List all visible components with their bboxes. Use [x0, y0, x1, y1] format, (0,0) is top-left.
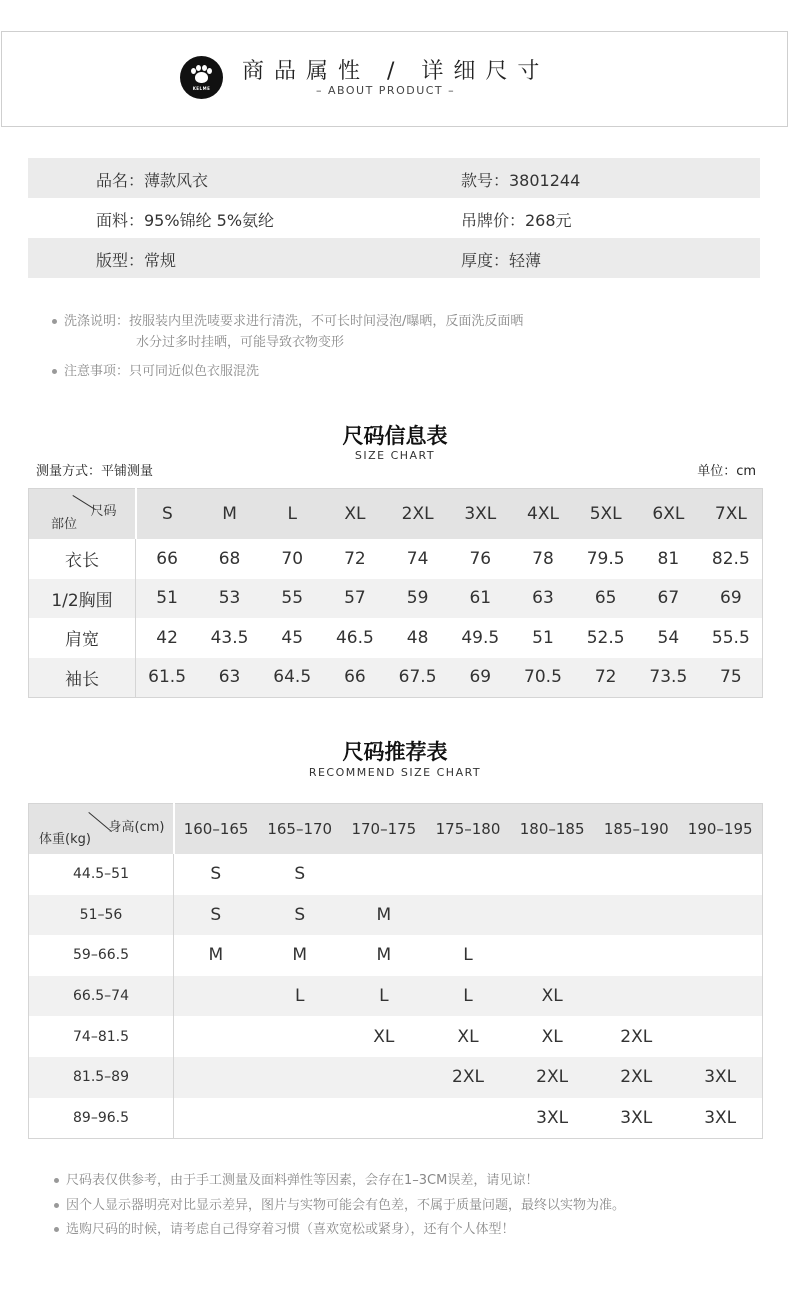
size-cell: 63	[532, 588, 554, 609]
recommend-size-table	[28, 803, 763, 1139]
table-row	[29, 854, 763, 895]
size-chart-title: 尺码信息表	[342, 424, 448, 448]
size-cell: 82.5	[711, 548, 750, 569]
size-column-header: 6XL	[652, 504, 685, 524]
recommended-size-cell	[174, 1016, 258, 1057]
recommended-size-cell: 2XL	[620, 1067, 653, 1088]
recommend-chart-subtitle: RECOMMEND SIZE CHART	[308, 766, 482, 779]
corner-label-part: 部位	[51, 517, 78, 532]
bullet-icon	[54, 1227, 59, 1232]
recommended-size-cell	[510, 854, 594, 895]
header-title: 商品属性 / 详细尺寸	[242, 59, 550, 84]
corner-label-size: 尺码	[90, 504, 117, 519]
size-cell: 68	[218, 548, 241, 569]
recommended-size-cell: XL	[373, 1026, 395, 1047]
size-column-header: 7XL	[714, 504, 747, 524]
recommended-size-cell: L	[463, 986, 473, 1007]
size-cell: 74	[406, 548, 429, 569]
size-cell: 54	[657, 627, 680, 648]
size-cell: 66	[344, 667, 366, 687]
recommended-size-cell: XL	[541, 1026, 563, 1047]
recommended-size-cell	[678, 1016, 762, 1057]
footnotes	[54, 1169, 625, 1243]
recommended-size-cell: 2XL	[452, 1067, 484, 1088]
care-notes	[52, 311, 523, 382]
size-cell: 76	[469, 548, 492, 569]
bullet-icon	[52, 369, 57, 374]
size-cell: 78	[532, 548, 554, 569]
recommended-size-cell: 2XL	[620, 1026, 653, 1047]
size-cell: 69	[469, 667, 492, 687]
height-header-row	[29, 804, 763, 855]
table-row	[29, 579, 763, 619]
row-label-weight: 51–56	[29, 895, 174, 936]
size-cell: 45	[281, 627, 304, 648]
size-cell: 64.5	[273, 667, 312, 687]
table-row	[29, 1016, 763, 1057]
row-label-part: 肩宽	[29, 618, 136, 658]
size-column-header: 5XL	[589, 504, 622, 524]
height-column-header: 170–175	[351, 820, 417, 838]
recommended-size-cell: S	[294, 904, 306, 925]
size-column-header: 3XL	[464, 504, 497, 524]
bullet-icon	[54, 1203, 59, 1208]
recommended-size-cell: XL	[457, 1026, 479, 1047]
recommended-size-cell: L	[294, 986, 305, 1007]
size-cell: 75	[720, 667, 742, 687]
row-label-part: 1/2胸围	[29, 579, 136, 619]
recommended-size-cell	[174, 1098, 258, 1139]
row-label-weight: 74–81.5	[29, 1016, 174, 1057]
size-header-row	[29, 489, 763, 540]
size-chart-table	[28, 488, 763, 698]
height-column-header: 180–185	[519, 820, 585, 838]
height-column-header: 160–165	[183, 820, 249, 838]
recommended-size-cell	[258, 1016, 342, 1057]
recommended-size-cell	[342, 854, 426, 895]
recommended-size-cell: 3XL	[704, 1067, 737, 1088]
recommended-size-cell: M	[376, 904, 392, 925]
row-label-weight: 81.5–89	[29, 1057, 174, 1098]
product-attributes-table	[28, 158, 760, 278]
size-column-header: 2XL	[401, 504, 434, 524]
size-cell: 79.5	[586, 548, 625, 569]
corner-label-height: 身高(cm)	[108, 820, 165, 835]
size-column-header: L	[287, 504, 297, 524]
recommended-size-cell: 3XL	[704, 1107, 737, 1128]
attribute-fit: 版型：常规	[96, 251, 177, 270]
recommended-size-cell	[426, 895, 510, 936]
recommended-size-cell	[174, 976, 258, 1017]
size-cell: 70	[281, 548, 304, 569]
size-cell: 42	[156, 627, 178, 648]
header-banner	[1, 31, 788, 127]
recommended-size-cell	[678, 854, 762, 895]
header-subtitle: – ABOUT PRODUCT –	[316, 84, 456, 97]
attribute-fabric: 面料：95%锦纶 5%氨纶	[96, 211, 275, 230]
table-row	[29, 1098, 763, 1139]
height-column-header: 185–190	[603, 820, 669, 838]
size-cell: 69	[720, 588, 742, 609]
size-cell: 43.5	[210, 627, 249, 648]
wash-notice: 注意事项：只可同近似色衣服混洗	[64, 364, 260, 379]
size-cell: 67.5	[398, 667, 437, 687]
footnote: 选购尺码的时候，请考虑自己得穿着习惯（喜欢宽松或紧身），还有个人体型！	[66, 1222, 515, 1237]
size-cell: 72	[344, 548, 366, 569]
table-corner-cell	[29, 804, 173, 854]
size-cell: 67	[657, 588, 680, 609]
recommended-size-cell: M	[376, 945, 392, 966]
row-label-weight: 89–96.5	[29, 1098, 174, 1139]
size-cell: 73.5	[649, 667, 688, 687]
attribute-thickness: 厚度：轻薄	[461, 251, 542, 270]
attribute-row	[28, 238, 760, 278]
size-cell: 51	[532, 627, 554, 648]
size-cell: 81	[657, 548, 680, 569]
attribute-row	[28, 158, 760, 198]
recommended-size-cell	[258, 1057, 342, 1098]
size-cell: 53	[218, 588, 241, 609]
size-cell: 51	[156, 588, 178, 609]
table-row	[29, 976, 763, 1017]
recommended-size-cell: 3XL	[620, 1107, 653, 1128]
size-cell: 57	[344, 588, 366, 609]
size-cell: 59	[406, 588, 429, 609]
table-row	[29, 935, 763, 976]
measure-method: 测量方式：平铺测量	[36, 464, 154, 479]
corner-label-weight: 体重(kg)	[39, 832, 91, 847]
row-label-part: 衣长	[29, 539, 136, 579]
size-column-header: M	[222, 504, 237, 524]
recommended-size-cell	[594, 935, 678, 976]
recommended-size-cell	[594, 976, 678, 1017]
size-cell: 52.5	[586, 627, 625, 648]
size-column-header: S	[161, 504, 173, 524]
row-label-weight: 44.5–51	[29, 854, 174, 895]
size-cell: 49.5	[461, 627, 500, 648]
size-cell: 61	[469, 588, 492, 609]
table-row	[29, 658, 763, 698]
size-cell: 61.5	[148, 667, 187, 687]
attribute-name: 品名：薄款风衣	[96, 171, 209, 190]
table-corner-cell	[29, 489, 135, 539]
row-label-part: 袖长	[29, 658, 136, 698]
bullet-icon	[52, 319, 57, 324]
recommended-size-cell: XL	[541, 986, 563, 1007]
recommended-size-cell	[594, 895, 678, 936]
recommended-size-cell: S	[294, 864, 306, 885]
recommended-size-cell	[678, 895, 762, 936]
size-cell: 55.5	[711, 627, 750, 648]
size-column-header: 4XL	[527, 504, 559, 524]
row-label-weight: 59–66.5	[29, 935, 174, 976]
attribute-price: 吊牌价：268元	[461, 211, 572, 230]
recommended-size-cell: 2XL	[536, 1067, 569, 1088]
size-cell: 63	[218, 667, 241, 687]
recommended-size-cell	[426, 1098, 510, 1139]
recommended-size-cell	[510, 895, 594, 936]
table-row	[29, 618, 763, 658]
recommended-size-cell: S	[210, 904, 222, 925]
size-cell: 65	[594, 588, 617, 609]
height-column-header: 190–195	[687, 820, 753, 838]
footnote: 因个人显示器明亮对比显示差异，图片与实物可能会有色差，不属于质量问题，最终以实物为准。	[66, 1197, 626, 1213]
size-column-header: XL	[344, 504, 366, 524]
recommended-size-cell	[510, 935, 594, 976]
height-column-header: 175–180	[435, 820, 501, 838]
table-row	[29, 1057, 763, 1098]
size-cell: 72	[594, 667, 617, 687]
table-row	[29, 539, 763, 579]
size-cell: 46.5	[335, 627, 374, 648]
recommended-size-cell	[342, 1098, 426, 1139]
recommended-size-cell	[258, 1098, 342, 1139]
size-cell: 48	[406, 627, 429, 648]
recommend-chart-title: 尺码推荐表	[342, 740, 448, 764]
footnote: 尺码表仅供参考，由于手工测量及面料弹性等因素，会存在1–3CM误差，请见谅！	[66, 1173, 539, 1188]
logo-brand-text: KELME	[192, 86, 211, 91]
recommended-size-cell: L	[379, 986, 389, 1007]
recommended-size-cell: S	[210, 864, 222, 885]
recommended-size-cell	[678, 935, 762, 976]
kelme-paw-logo-icon	[180, 56, 223, 99]
table-row	[29, 895, 763, 936]
measure-unit: 单位：cm	[697, 464, 756, 479]
recommended-size-cell: 3XL	[536, 1107, 569, 1128]
attribute-row	[28, 198, 760, 238]
wash-instructions: 洗涤说明：按服装内里洗唛要求进行清洗，不可长时间浸泡/曝晒，反面洗反面晒	[64, 314, 524, 329]
attribute-style-number: 款号：3801244	[461, 171, 581, 190]
size-cell: 66	[156, 548, 178, 569]
size-cell: 70.5	[524, 667, 562, 687]
recommended-size-cell: M	[208, 945, 224, 966]
recommended-size-cell	[342, 1057, 426, 1098]
bullet-icon	[54, 1178, 59, 1183]
recommended-size-cell	[678, 976, 762, 1017]
recommended-size-cell	[174, 1057, 258, 1098]
height-column-header: 165–170	[267, 820, 333, 838]
recommended-size-cell	[426, 854, 510, 895]
recommended-size-cell	[594, 854, 678, 895]
row-label-weight: 66.5–74	[29, 976, 174, 1017]
size-chart-subtitle: SIZE CHART	[354, 449, 436, 462]
recommended-size-cell: M	[292, 945, 308, 966]
wash-instructions-continued: 水分过多时挂晒，可能导致衣物变形	[136, 335, 345, 350]
size-cell: 55	[281, 588, 304, 609]
recommended-size-cell: L	[463, 945, 473, 966]
